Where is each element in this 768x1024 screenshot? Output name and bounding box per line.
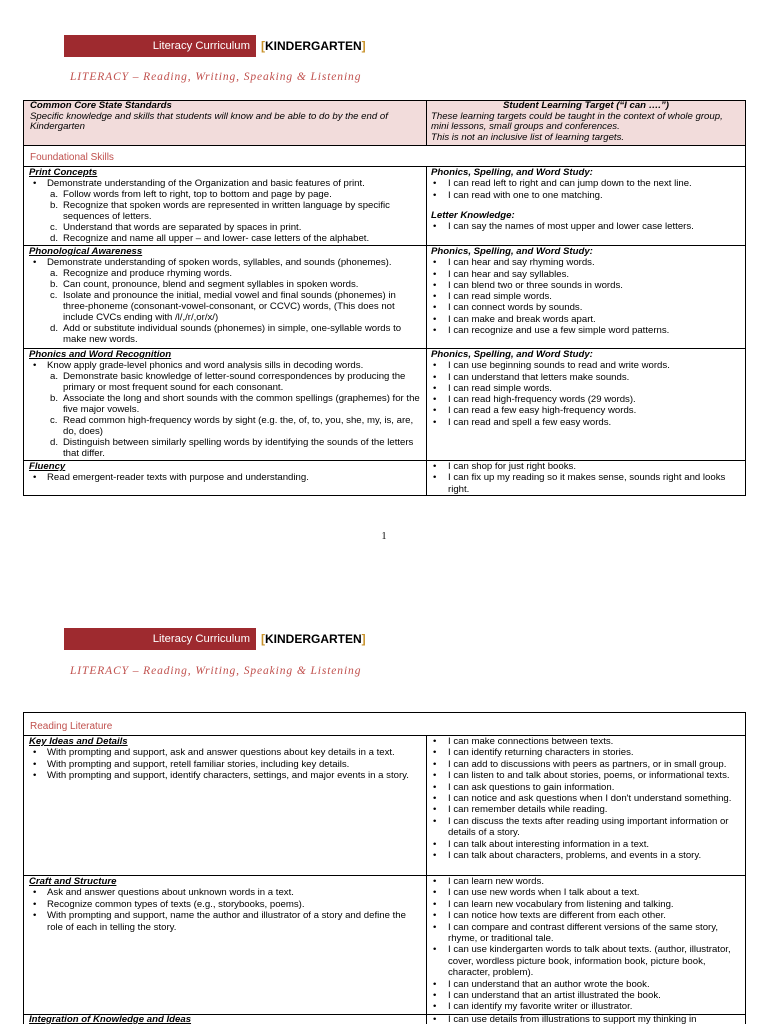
target-item: • I can read a few easy high-frequency words. [427, 405, 741, 416]
grade-text: KINDERGARTEN [265, 632, 362, 646]
grade-label [261, 628, 366, 650]
section-heading: Foundational Skills [30, 152, 114, 163]
target-item: • I can use kindergarten words to talk about texts. (author, illustrator, cover, wordless picture book, information book, picture book, character, problem). [427, 944, 741, 978]
target-item: • I can use beginning sounds to read and write words. [427, 360, 741, 371]
target-item: • I can talk about characters, problems, and events in a story. [427, 850, 741, 861]
banner-title: Literacy Curriculum [64, 35, 256, 57]
page-number: 1 [381, 531, 387, 542]
grade-label [261, 35, 366, 57]
standards-header-title: Common Core State Standards [30, 101, 172, 111]
table-row [24, 1014, 745, 1024]
target-item: • I can blend two or three sounds in words. [427, 280, 741, 291]
standard-bullet: • With prompting and support, name the author and illustrator of a story and define the role of each in telling the story. [24, 910, 422, 933]
standard-title: Phonological Awareness [29, 246, 143, 257]
target-item: • I can remember details while reading. [427, 804, 741, 815]
targets-cell [427, 876, 745, 1014]
targets-heading: Letter Knowledge: [431, 209, 515, 221]
page-subtitle: LITERACY – Reading, Writing, Speaking & Listening [70, 665, 362, 677]
target-item: • I can read simple words. [427, 383, 741, 394]
subitem-marker: c. [50, 415, 58, 426]
standard-subitem [24, 233, 422, 244]
subitem-text: Recognize and name all upper – and lower- case letters of the alphabet. [63, 233, 370, 244]
standard-subitem [24, 279, 422, 290]
standard-title: Fluency [29, 461, 66, 472]
section-row [24, 713, 745, 735]
table-row [24, 348, 745, 460]
standard-cell [24, 461, 427, 495]
subitem-marker: b. [50, 200, 59, 211]
standard-subitem [24, 323, 422, 345]
standard-cell [24, 876, 427, 1014]
subitem-text: Add or substitute individual sounds (phonemes) in simple, one-syllable words to make new words. [63, 323, 402, 345]
subitem-marker: a. [50, 371, 59, 382]
standard-title: Print Concepts [29, 167, 98, 178]
target-item: • I can read simple words. [427, 291, 741, 302]
subitem-marker: b. [50, 279, 59, 290]
subitem-text: Isolate and pronounce the initial, medial vowel and final sounds (phonemes) in three-phoneme (consonant-vowel-consonant, or CCVC) words, (This does not include CVCs ending with /l/,/r/,or/x/) [63, 290, 396, 323]
target-item: • I can read left to right and can jump down to the next line. [427, 178, 741, 189]
standards-header-description: Specific knowledge and skills that students will know and be able to do by the end of Kindergarten [30, 110, 388, 133]
subitem-text: Associate the long and short sounds with the common spellings (graphemes) for the five major vowels. [63, 393, 420, 415]
subitem-text: Read common high-frequency words by sight (e.g. the, of, to, you, she, my, is, are, do, does) [63, 415, 414, 437]
target-item: • I can understand that an artist illustrated the book. [427, 990, 741, 1001]
target-item: • I can notice how texts are different from each other. [427, 910, 741, 921]
standard-title: Craft and Structure [29, 876, 117, 887]
grade-text: KINDERGARTEN [265, 39, 362, 53]
target-item: • I can understand that an author wrote the book. [427, 979, 741, 990]
page-subtitle: LITERACY – Reading, Writing, Speaking & Listening [70, 71, 362, 83]
section-heading: Reading Literature [30, 721, 113, 732]
standard-bullet: • Demonstrate understanding of spoken words, syllables, and sounds (phonemes). [24, 257, 422, 268]
target-item: • I can discuss the texts after reading using important information or details of a story. [427, 816, 741, 839]
standard-subitem [24, 290, 422, 323]
standard-title: Integration of Knowledge and Ideas [29, 1015, 192, 1024]
target-item: • I can learn new vocabulary from listening and talking. [427, 899, 741, 910]
standard-bullet: • With prompting and support, retell familiar stories, including key details. [24, 759, 422, 770]
curriculum-banner [64, 35, 374, 57]
target-item: • I can hear and say syllables. [427, 269, 741, 280]
reading-literature-table [23, 712, 746, 1024]
targets-header-note: This is not an inclusive list of learning targets. [431, 132, 625, 144]
targets-cell [427, 736, 745, 875]
target-item: • I can listen to and talk about stories, poems, or informational texts. [427, 770, 741, 781]
standard-bullet: • With prompting and support, ask and answer questions about key details in a text. [24, 747, 422, 758]
target-item: • I can read high-frequency words (29 words). [427, 394, 741, 405]
grade-bracket-open: [ [261, 632, 265, 646]
standard-bullet: • With prompting and support, identify characters, settings, and major events in a story. [24, 770, 422, 781]
target-item: • I can read and spell a few easy words. [427, 417, 741, 428]
target-item: • I can compare and contrast different versions of the same story, rhyme, or traditional tale. [427, 922, 741, 945]
subitem-text: Recognize that spoken words are represented in written language by specific sequences of letters. [63, 200, 390, 222]
table-row [24, 245, 745, 348]
grade-bracket-close: ] [361, 632, 366, 646]
target-item: • I can add to discussions with peers as partners, or in small group. [427, 759, 741, 770]
target-item: • I can hear and say rhyming words. [427, 257, 741, 268]
subitem-marker: c. [50, 290, 58, 301]
targets-cell [427, 1015, 745, 1024]
standard-subitem [24, 371, 422, 393]
target-item: • I can make and break words apart. [427, 314, 741, 325]
target-item: • I can talk about interesting information in a text. [427, 839, 741, 850]
table-row [24, 735, 745, 875]
target-item: • I can use new words when I talk about a text. [427, 887, 741, 898]
standard-cell [24, 1015, 427, 1024]
standard-subitem [24, 393, 422, 415]
target-item: • I can say the names of most upper and lower case letters. [427, 221, 741, 232]
subitem-text: Recognize and produce rhyming words. [63, 268, 233, 279]
subitem-text: Demonstrate basic knowledge of letter-sound correspondences by producing the primary or most frequent sound for each consonant. [63, 371, 406, 393]
standard-cell [24, 736, 427, 875]
target-item: • I can learn new words. [427, 876, 741, 887]
standards-header-cell [24, 101, 427, 145]
standard-bullet: • Read emergent-reader texts with purpose and understanding. [24, 472, 422, 483]
targets-heading: Phonics, Spelling, and Word Study: [431, 246, 593, 257]
standard-bullet: • Demonstrate understanding of the Organization and basic features of print. [24, 178, 422, 189]
targets-cell [427, 349, 745, 460]
targets-heading: Phonics, Spelling, and Word Study: [431, 349, 593, 360]
target-item: • I can fix up my reading so it makes sense, sounds right and looks right. [427, 472, 741, 495]
standard-subitem [24, 415, 422, 437]
targets-cell [427, 246, 745, 348]
targets-header-description: These learning targets could be taught in the context of whole group, mini lessons, small groups and conferences. [431, 110, 723, 133]
standard-title: Phonics and Word Recognition [29, 349, 172, 360]
targets-heading: Phonics, Spelling, and Word Study: [431, 167, 593, 178]
target-item: • I can use details from illustrations to support my thinking in [427, 1015, 741, 1024]
subitem-marker: b. [50, 393, 59, 404]
subitem-text: Can count, pronounce, blend and segment syllables in spoken words. [63, 279, 359, 290]
target-item: • I can recognize and use a few simple word patterns. [427, 325, 741, 336]
standard-title: Key Ideas and Details [29, 736, 128, 747]
table-row [24, 875, 745, 1014]
target-item: • I can notice and ask questions when I don't understand something. [427, 793, 741, 804]
foundational-skills-table [23, 100, 746, 496]
standard-subitem [24, 268, 422, 279]
target-item: • I can make connections between texts. [427, 736, 741, 747]
standard-subitem [24, 189, 422, 200]
subitem-text: Distinguish between similarly spelling words by identifying the sounds of the letters that differ. [63, 437, 414, 459]
banner-title: Literacy Curriculum [64, 628, 256, 650]
target-item: • I can read with one to one matching. [427, 190, 741, 201]
subitem-marker: d. [50, 323, 59, 334]
subitem-marker: d. [50, 437, 59, 448]
subitem-text: Understand that words are separated by spaces in print. [63, 222, 302, 233]
target-item: • I can ask questions to gain information. [427, 782, 741, 793]
grade-bracket-close: ] [361, 39, 366, 53]
standard-bullet: • Recognize common types of texts (e.g., storybooks, poems). [24, 899, 422, 910]
standard-cell [24, 167, 427, 245]
targets-header-cell [427, 101, 745, 145]
standard-subitem [24, 437, 422, 459]
grade-bracket-open: [ [261, 39, 265, 53]
table-header-row [24, 101, 745, 145]
subitem-marker: a. [50, 189, 59, 200]
target-item: • I can identify returning characters in stories. [427, 747, 741, 758]
targets-header-title: Student Learning Target (“I can ….”) [503, 101, 669, 111]
standard-subitem [24, 200, 422, 222]
target-item: • I can shop for just right books. [427, 461, 741, 472]
targets-cell [427, 461, 745, 495]
subitem-text: Follow words from left to right, top to bottom and page by page. [63, 189, 332, 200]
standard-bullet: • Know apply grade-level phonics and word analysis sills in decoding words. [24, 360, 422, 371]
standard-cell [24, 246, 427, 348]
target-item: • I can connect words by sounds. [427, 302, 741, 313]
section-row [24, 145, 745, 166]
standard-bullet: • Ask and answer questions about unknown words in a text. [24, 887, 422, 898]
subitem-marker: d. [50, 233, 59, 244]
table-row [24, 460, 745, 495]
target-item: • I can identify my favorite writer or illustrator. [427, 1001, 741, 1012]
table-row [24, 166, 745, 245]
standard-cell [24, 349, 427, 460]
subitem-marker: c. [50, 222, 58, 233]
target-item: • I can understand that letters make sounds. [427, 372, 741, 383]
targets-cell [427, 167, 745, 245]
subitem-marker: a. [50, 268, 59, 279]
standard-subitem [24, 222, 422, 233]
curriculum-banner [64, 628, 374, 650]
